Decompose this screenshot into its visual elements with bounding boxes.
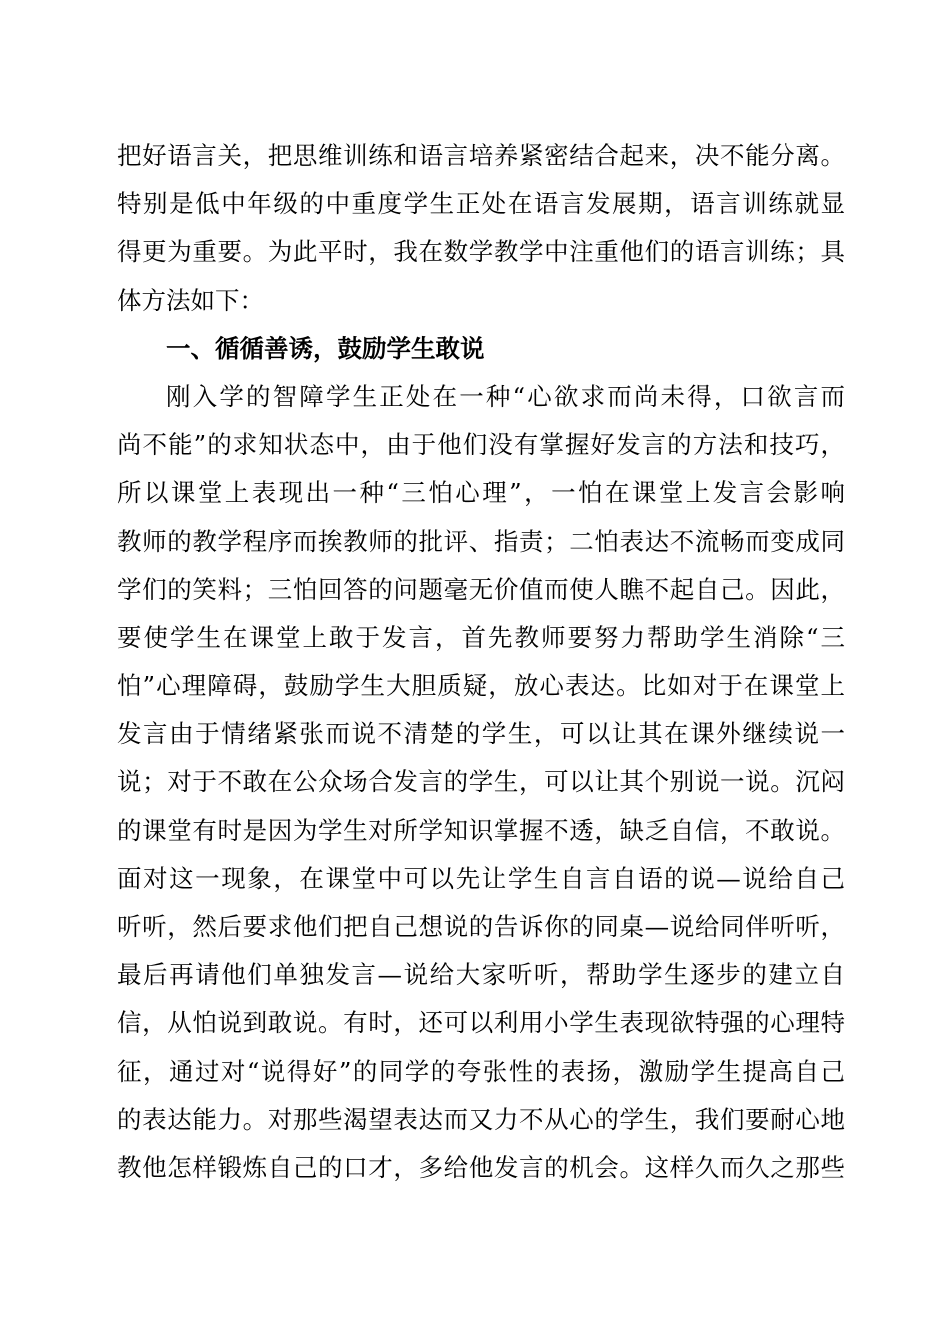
- body-line-7: 怕”心理障碍，鼓励学生大胆质疑，放心表达。比如对于在课堂上: [117, 671, 845, 701]
- intro-line-4: 体方法如下：: [117, 285, 264, 315]
- body-line-2: 尚不能”的求知状态中，由于他们没有掌握好发言的方法和技巧，: [117, 430, 845, 460]
- body-line-15: 征，通过对“说得好”的同学的夸张性的表扬，激励学生提高自己: [117, 1056, 845, 1086]
- body-line-1: 刚入学的智障学生正处在一种“心欲求而尚未得，口欲言而: [166, 381, 845, 411]
- body-line-14: 信，从怕说到敢说。有时，还可以利用小学生表现欲特强的心理特: [117, 1008, 845, 1038]
- intro-line-2: 特别是低中年级的中重度学生正处在语言发展期，语言训练就显: [117, 189, 845, 219]
- body-line-6: 要使学生在课堂上敢于发言，首先教师要努力帮助学生消除“三: [117, 622, 845, 652]
- body-line-12: 听听，然后要求他们把自己想说的告诉你的同桌—说给同伴听听，: [117, 912, 845, 941]
- body-line-10: 的课堂有时是因为学生对所学知识掌握不透，缺乏自信，不敢说。: [117, 815, 845, 845]
- body-line-8: 发言由于情绪紧张而说不清楚的学生，可以让其在课外继续说一: [117, 719, 845, 749]
- body-line-16: 的表达能力。对那些渴望表达而又力不从心的学生，我们要耐心地: [117, 1104, 845, 1134]
- intro-line-1: 把好语言关，把思维训练和语言培养紧密结合起来，决不能分离。: [117, 141, 845, 170]
- section-heading: 一、循循善诱，鼓励学生敢说: [166, 333, 485, 363]
- body-line-11: 面对这一现象，在课堂中可以先让学生自言自语的说—说给自己: [117, 863, 845, 893]
- intro-line-3: 得更为重要。为此平时，我在数学教学中注重他们的语言训练；具: [117, 237, 845, 267]
- body-line-17: 教他怎样锻炼自己的口才，多给他发言的机会。这样久而久之那些: [117, 1152, 845, 1182]
- document-body: [117, 132, 845, 1192]
- body-line-4: 教师的教学程序而挨教师的批评、指责；二怕表达不流畅而变成同: [117, 526, 845, 556]
- body-line-13: 最后再请他们单独发言—说给大家听听，帮助学生逐步的建立自: [117, 960, 845, 990]
- body-line-9: 说；对于不敢在公众场合发言的学生，可以让其个别说一说。沉闷: [117, 767, 845, 797]
- body-line-3: 所以课堂上表现出一种“三怕心理”，一怕在课堂上发言会影响: [117, 478, 845, 508]
- body-line-5: 学们的笑料；三怕回答的问题毫无价值而使人瞧不起自己。因此，: [117, 574, 845, 604]
